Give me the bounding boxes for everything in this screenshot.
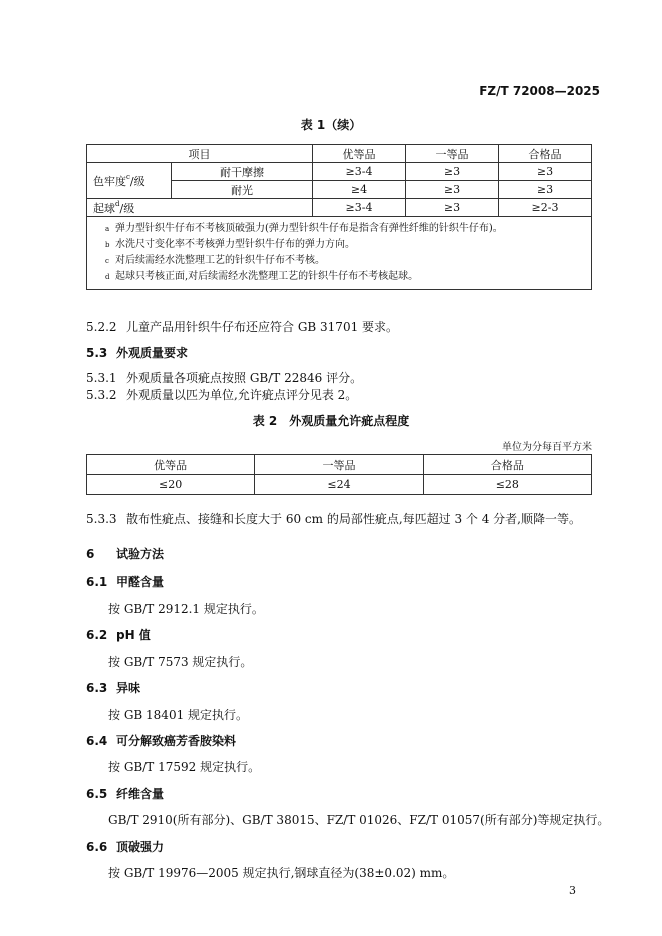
section-title: 外观质量要求 <box>116 346 189 360</box>
note-mark: b <box>105 241 110 249</box>
section-6-6-body: 按 GB/T 19976—2005 规定执行,钢球直径为(38±0.02) mm。 <box>108 866 455 880</box>
table-note <box>105 221 585 237</box>
cell-value: ≥3 <box>406 181 499 199</box>
cell-value: ≥3-4 <box>313 163 406 181</box>
section-text: 外观质量各项疵点按照 GB/T 22846 评分。 <box>126 371 363 385</box>
table1-header-grade1: 优等品 <box>313 145 406 163</box>
cell-value: ≥2-3 <box>499 199 592 217</box>
section-6-1-body: 按 GB/T 2912.1 规定执行。 <box>108 602 264 616</box>
section-title: 可分解致癌芳香胺染料 <box>116 734 237 748</box>
section-title: 甲醛含量 <box>116 575 165 589</box>
section-number: 5.3 <box>86 346 108 360</box>
section-6-5-body: GB/T 2910(所有部分)、GB/T 38015、FZ/T 01026、FZ/T 01057(所有部分)等规定执行。 <box>108 813 610 827</box>
section-5-3-2 <box>86 386 357 403</box>
table2 <box>86 454 592 495</box>
section-title: 异味 <box>116 681 141 695</box>
table1-notes-row <box>87 217 592 290</box>
color-fastness-label <box>87 163 172 199</box>
section-text: 儿童产品用针织牛仔布还应符合 GB 31701 要求。 <box>126 320 399 334</box>
section-number: 6.4 <box>86 734 108 748</box>
section-number: 6 <box>86 547 95 561</box>
section-number: 6.5 <box>86 787 108 801</box>
section-5-2-2 <box>86 318 398 335</box>
table2-header-grade2: 一等品 <box>255 455 423 475</box>
page-number: 3 <box>569 884 576 897</box>
table2-header-grade1: 优等品 <box>87 455 255 475</box>
table-note <box>105 253 585 269</box>
section-5-3-1 <box>86 369 362 386</box>
section-6-4-heading <box>86 732 236 749</box>
table1-header-grade3: 合格品 <box>499 145 592 163</box>
table-note <box>105 269 585 285</box>
section-6-5-heading <box>86 785 164 802</box>
row-item: 耐光 <box>172 181 313 199</box>
table1-caption: 表 1（续） <box>300 118 362 132</box>
cell-value: ≥3 <box>499 181 592 199</box>
color-fastness-text: 色牢度 <box>93 174 126 188</box>
unit-text: /级 <box>129 174 145 188</box>
note-text: 起球只考核正面,对后续需经水洗整理工艺的针织牛仔布不考核起球。 <box>115 271 419 282</box>
note-text: 弹力型针织牛仔布不考核顶破强力(弹力型针织牛仔布是指含有弹性纤维的针织牛仔布)。 <box>115 223 503 234</box>
section-6-2-heading <box>86 626 151 643</box>
section-number: 5.3.1 <box>86 371 117 385</box>
section-title: 纤维含量 <box>116 787 165 801</box>
section-title: pH 值 <box>116 628 151 642</box>
section-6-3-body: 按 GB 18401 规定执行。 <box>108 708 249 722</box>
section-number: 5.3.3 <box>86 512 117 526</box>
section-text: 外观质量以匹为单位,允许疵点评分见表 2。 <box>126 388 358 402</box>
table2-header-grade3: 合格品 <box>423 455 591 475</box>
pilling-label <box>87 199 313 217</box>
unit-text: /级 <box>119 201 135 215</box>
section-number: 5.2.2 <box>86 320 117 334</box>
section-5-3-3 <box>86 510 581 527</box>
section-6-6-heading <box>86 838 164 855</box>
footnote-mark: d <box>115 199 120 208</box>
table1 <box>86 144 592 290</box>
section-number: 6.1 <box>86 575 108 589</box>
cell-value: ≥3 <box>406 163 499 181</box>
section-6-3-heading <box>86 679 140 696</box>
cell-value: ≤28 <box>423 475 591 495</box>
row-item: 耐干摩擦 <box>172 163 313 181</box>
pilling-text: 起球 <box>93 201 115 215</box>
cell-value: ≥3 <box>499 163 592 181</box>
table2-header-row <box>87 455 592 475</box>
cell-value: ≤20 <box>87 475 255 495</box>
table2-caption: 表 2 外观质量允许疵点程度 <box>252 414 410 428</box>
note-text: 水洗尺寸变化率不考核弹力型针织牛仔布的弹力方向。 <box>115 239 355 250</box>
section-5-3-heading <box>86 344 188 361</box>
section-title: 试验方法 <box>116 547 165 561</box>
section-number: 6.2 <box>86 628 108 642</box>
note-text: 对后续需经水洗整理工艺的针织牛仔布不考核。 <box>115 255 325 266</box>
cell-value: ≥3 <box>406 199 499 217</box>
table2-unit: 单位为分每百平方米 <box>502 442 592 453</box>
section-number: 6.6 <box>86 840 108 854</box>
footnote-mark: c <box>126 172 130 181</box>
document-number: FZ/T 72008—2025 <box>479 84 600 98</box>
table1-header-row <box>87 145 592 163</box>
table-row <box>87 475 592 495</box>
section-number: 5.3.2 <box>86 388 117 402</box>
note-mark: a <box>105 225 110 233</box>
table-row <box>87 199 592 217</box>
section-title: 顶破强力 <box>116 840 165 854</box>
cell-value: ≤24 <box>255 475 423 495</box>
note-mark: c <box>105 257 109 265</box>
section-6-2-body: 按 GB/T 7573 规定执行。 <box>108 655 253 669</box>
section-6-1-heading <box>86 573 164 590</box>
note-mark: d <box>105 273 110 281</box>
table1-notes <box>87 217 592 290</box>
section-text: 散布性疵点、接缝和长度大于 60 cm 的局部性疵点,每匹超过 3 个 4 分者,顺降一等。 <box>126 512 581 526</box>
table-note <box>105 237 585 253</box>
cell-value: ≥3-4 <box>313 199 406 217</box>
cell-value: ≥4 <box>313 181 406 199</box>
table-row <box>87 163 592 181</box>
section-6-heading <box>86 545 164 562</box>
section-6-4-body: 按 GB/T 17592 规定执行。 <box>108 760 261 774</box>
table1-header-grade2: 一等品 <box>406 145 499 163</box>
section-number: 6.3 <box>86 681 108 695</box>
table1-header-item: 项目 <box>87 145 313 163</box>
